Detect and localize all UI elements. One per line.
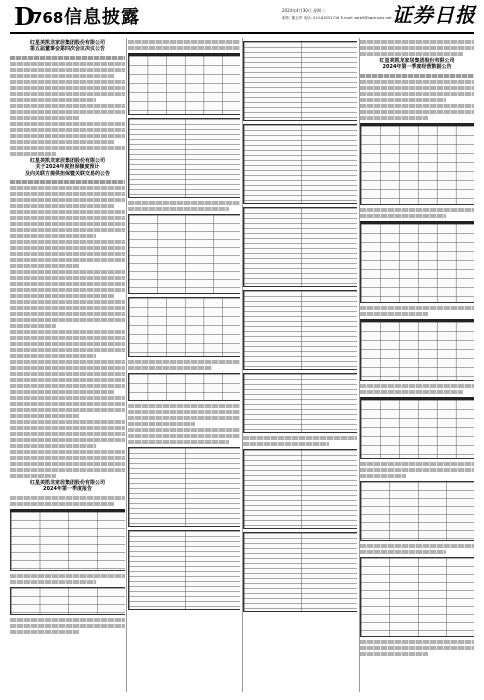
text-line [10, 240, 125, 244]
text-line [10, 294, 114, 298]
text-line [360, 474, 406, 478]
data-table [10, 587, 125, 615]
text-line [10, 306, 125, 310]
column-divider [242, 38, 243, 692]
newspaper-logo: 证券日报 [392, 3, 476, 27]
text-line [360, 468, 474, 472]
text-line [360, 550, 446, 554]
text-line [10, 210, 125, 214]
text-line [10, 110, 125, 114]
text-line [10, 98, 96, 102]
announcement-title: 红星美凯龙家居集团股份有限公司 [29, 40, 105, 46]
text-line [128, 440, 229, 444]
data-table [360, 123, 474, 205]
text-line [10, 348, 125, 352]
data-table [128, 447, 240, 527]
text-line [10, 630, 79, 634]
text-line [360, 104, 474, 108]
text-line [10, 276, 125, 280]
text-line [360, 110, 474, 114]
text-line [10, 216, 125, 220]
data-table [243, 449, 357, 529]
text-line [10, 624, 125, 628]
announcement-title: 2024年第一季度经营数据公告 [382, 64, 452, 71]
text-line [10, 438, 125, 442]
text-line [10, 456, 125, 460]
text-line [360, 116, 428, 120]
data-table [243, 124, 357, 204]
text-line [360, 214, 446, 218]
column-1 [10, 38, 125, 692]
text-line [360, 208, 474, 212]
text-line [10, 354, 96, 358]
text-line [128, 428, 240, 432]
data-table [128, 214, 240, 294]
text-line [360, 98, 446, 102]
text-line [10, 580, 96, 584]
text-line [128, 416, 240, 420]
text-line [10, 270, 125, 274]
text-line [10, 92, 125, 96]
data-table [128, 373, 240, 401]
text-line [10, 318, 125, 322]
column-3 [243, 38, 357, 692]
text-line [10, 228, 125, 232]
data-table [243, 41, 357, 121]
text-line [10, 390, 114, 394]
text-line [10, 402, 125, 406]
data-table [360, 397, 474, 459]
data-table [128, 118, 240, 198]
text-line [10, 258, 125, 262]
text-line [10, 116, 79, 120]
text-line [10, 378, 125, 382]
text-line [10, 502, 114, 506]
text-line [10, 618, 125, 622]
announcement-title: 2024年第一季度报告 [43, 486, 92, 493]
text-line [10, 432, 125, 436]
text-line [10, 474, 56, 478]
data-table [128, 53, 240, 115]
data-table [243, 207, 357, 287]
text-line [10, 496, 125, 500]
text-line [360, 306, 474, 310]
text-line [10, 198, 125, 202]
announcement-title: 关于2024年度担保额度预计 [35, 164, 100, 171]
text-line [10, 468, 125, 472]
page-letter: D [14, 2, 35, 31]
text-line [360, 652, 428, 656]
text-line [10, 74, 114, 78]
text-line [10, 462, 125, 466]
text-line [10, 372, 125, 376]
text-line [10, 204, 114, 208]
text-line [10, 146, 125, 150]
section-title: 信息披露 [64, 7, 140, 28]
text-line [10, 408, 125, 412]
page-number: 768 [32, 9, 64, 27]
text-line [360, 544, 474, 548]
text-line [128, 404, 240, 408]
data-table [243, 373, 357, 433]
text-line [10, 122, 125, 126]
text-line [10, 396, 125, 400]
text-line [10, 252, 125, 256]
announcement-title: 第五届董事会第四次会议决议公告 [29, 46, 105, 53]
data-table [243, 532, 357, 612]
text-line [10, 56, 125, 60]
announcement-title: 红星美凯龙家居集团股份有限公司 [379, 58, 455, 64]
text-line [128, 40, 240, 44]
text-line [360, 646, 474, 650]
announcement-header [10, 158, 125, 177]
text-line [10, 128, 125, 132]
text-line [10, 186, 125, 190]
text-line [243, 436, 357, 440]
text-line [128, 422, 195, 426]
text-line [360, 640, 474, 644]
text-line [10, 450, 125, 454]
text-line [10, 282, 125, 286]
text-line [10, 80, 125, 84]
data-table [128, 530, 240, 610]
text-line [10, 140, 114, 144]
text-line [360, 92, 474, 96]
text-line [10, 444, 96, 448]
text-line [360, 40, 474, 44]
text-line [360, 312, 428, 316]
text-line [10, 152, 56, 156]
text-line [360, 384, 474, 388]
text-line [10, 234, 96, 238]
text-line [10, 360, 125, 364]
column-divider [359, 38, 360, 692]
column-2 [128, 38, 240, 692]
text-line [10, 104, 125, 108]
announcement-header [360, 58, 474, 71]
text-line [10, 336, 125, 340]
text-line [128, 366, 212, 370]
text-line [10, 324, 56, 328]
text-line [128, 207, 229, 211]
text-line [360, 462, 474, 466]
text-line [10, 366, 125, 370]
text-line [360, 46, 474, 50]
text-line [10, 192, 125, 196]
text-line [10, 574, 125, 578]
text-line [360, 74, 474, 78]
column-4 [360, 38, 474, 692]
text-line [128, 360, 240, 364]
data-table [10, 509, 125, 571]
data-table [360, 557, 474, 637]
date-line: 2024年4月30日 星期二 [282, 8, 326, 13]
text-line [10, 414, 79, 418]
announcement-header [10, 40, 125, 53]
text-line [10, 420, 125, 424]
text-line [128, 410, 240, 414]
text-line [10, 342, 125, 346]
text-line [10, 134, 125, 138]
data-table [243, 290, 357, 370]
text-line [10, 288, 125, 292]
text-line [10, 246, 125, 250]
data-table [360, 221, 474, 303]
text-line [10, 330, 125, 334]
data-table [128, 297, 240, 357]
text-line [10, 426, 125, 430]
text-line [10, 86, 125, 90]
text-line [10, 62, 125, 66]
text-line [10, 222, 125, 226]
column-divider [126, 38, 127, 692]
text-line [10, 384, 125, 388]
data-table [360, 319, 474, 381]
text-line [360, 390, 463, 394]
announcement-header [10, 480, 125, 493]
text-line [360, 80, 474, 84]
text-line [10, 68, 125, 72]
masthead-rule [10, 32, 474, 34]
text-line [360, 86, 474, 90]
data-table [360, 481, 474, 541]
text-line [243, 442, 329, 446]
editor-line: 制作: 董玉军 电话: 010-83251716 E-mail: zqrb9@zqrb.sina.net [282, 16, 392, 20]
text-line [10, 264, 79, 268]
text-line [360, 52, 463, 56]
text-line [128, 46, 240, 50]
text-line [128, 434, 240, 438]
announcement-title: 红星美凯龙家居集团股份有限公司 [29, 480, 105, 487]
text-line [10, 180, 125, 184]
text-line [128, 201, 240, 205]
announcement-title: 红星美凯龙家居集团股份有限公司 [29, 157, 105, 164]
text-line [10, 300, 125, 304]
masthead [6, 4, 478, 30]
announcement-title: 及向关联方提供担保暨关联交易的公告 [24, 170, 110, 177]
text-line [10, 312, 125, 316]
